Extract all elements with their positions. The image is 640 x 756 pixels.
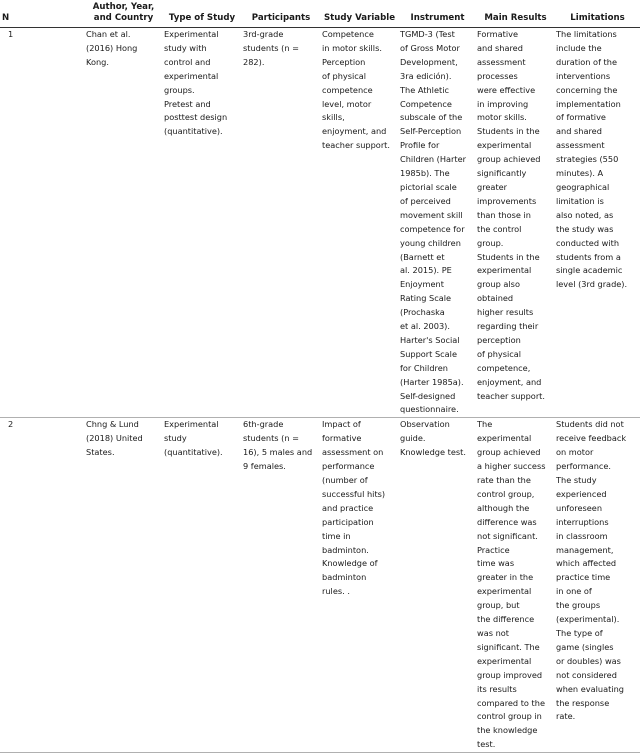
cell-author: Chan et al. (2016) Hong Kong. [86,29,138,67]
cell-limitations: Students did not receive feedback on motor performance. The study experienced unforeseen interruptions in classroom management, which affected practice time in one of the groups (experimental). The type of game (singles or doubles) was not considered when evaluating the response rate. [556,419,627,722]
cell-variable: Competence in motor skills. Perception of physical competence level, motor skills, enjoyment, and teacher support. [322,29,390,151]
header-participants: Participants [251,12,311,23]
cell-results: Formative and shared assessment processes were effective in improving motor skills. Students in the experimental group achieved significantly greater improvements than those in the control group. Students in the experimental group also obtained higher results regarding their perception of physical competence, enjoyment, and teacher support. [477,29,545,401]
header-variable: Study Variable [323,12,396,23]
cell-limitations: The limitations include the duration of the interventions concerning the implementation of formative and shared assessment strategies (550 minutes). A geographical limitation is also noted, as the study was conducted with students from a single academic level (3rd grade). [556,29,628,290]
cell-results: The experimental group achieved a higher success rate than the control group, although the difference was not significant. Practice time was greater in the experimental group, but the difference was not significant. The experimental group improved its results compared to the control group in the knowledge test. [477,419,546,750]
header-n: N [2,12,10,23]
header-limitations: Limitations [570,12,625,23]
cell-instrument: Observation guide. Knowledge test. [400,419,466,458]
table-header-row [0,0,640,28]
cell-type: Experimental study with control and experimental groups. Pretest and posttest design (quantitative). [164,29,228,137]
cell-instrument: TGMD-3 (Test of Gross Motor Development, 3ra edición). The Athletic Competence subscale of the Self-Perception Profile for Children (Harter 1985b). The pictorial scale of perceived movement skill competence for young children (Barnett et al. 2015). PE Enjoyment Rating Scale (Prochaska et al. 2003). Harter's Social Support Scale for Children (Harter 1985a). Self-designed questionnaire. [400,29,467,415]
cell-author: Chng & Lund (2018) United States. [86,419,143,458]
header-author: Author, Year, and Country [92,2,155,23]
cell-type: Experimental study (quantitative). [164,419,223,458]
header-results: Main Results [484,12,547,23]
table-row [0,418,640,753]
table-row [0,28,640,418]
cell-n: 1 [8,29,14,39]
header-type: Type of Study [168,12,236,23]
header-instrument: Instrument [410,12,465,23]
cell-participants: 3rd-grade students (n = 282). [243,29,300,67]
cell-n: 2 [8,419,14,430]
cell-participants: 6th-grade students (n = 16), 5 males and 9 females. [243,419,313,472]
cell-variable: Impact of formative assessment on performance (number of successful hits) and practice participation time in badminton. Knowledge of badminton rules. . [322,419,386,597]
